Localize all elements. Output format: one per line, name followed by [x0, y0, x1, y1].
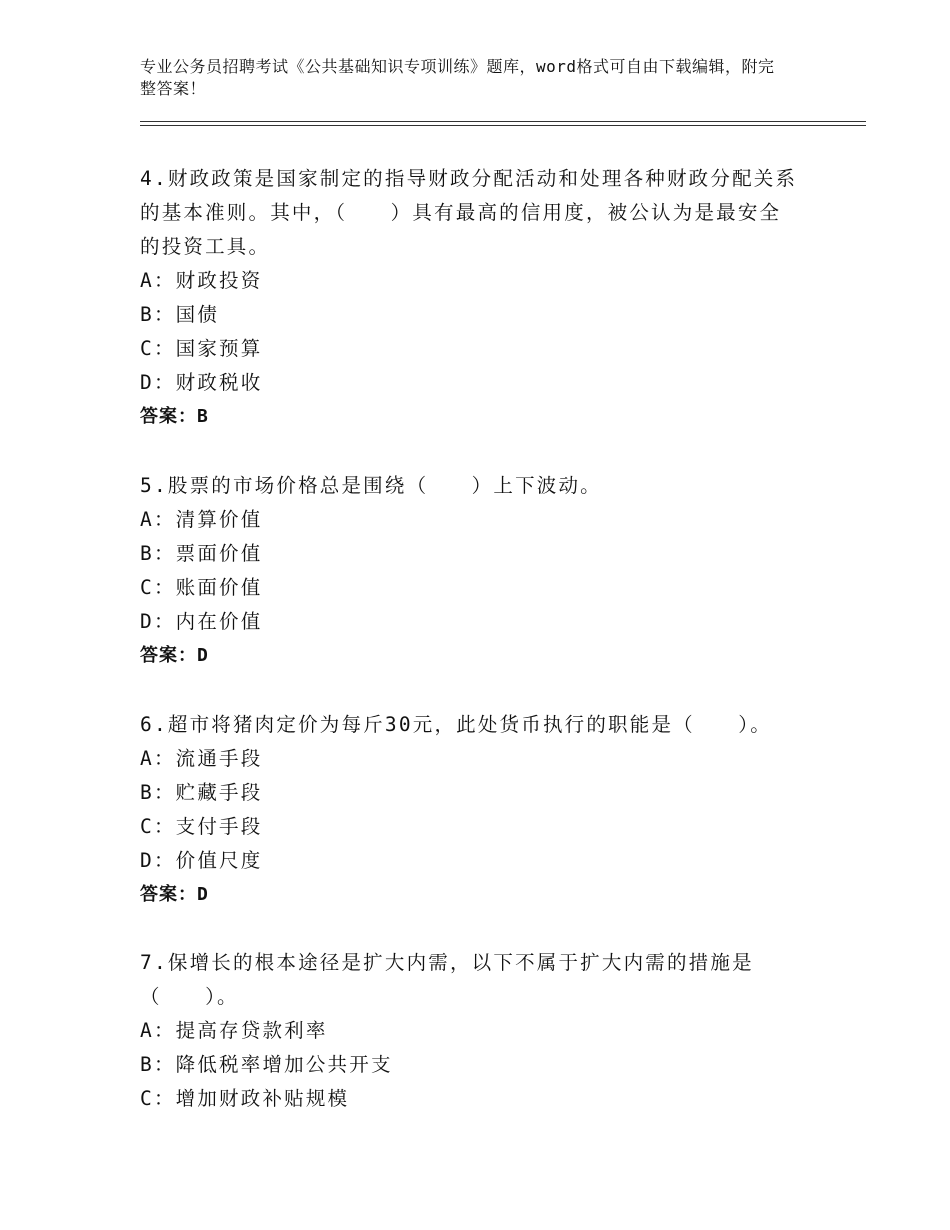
option-b: B：国债 [140, 303, 220, 326]
option-a: A：流通手段 [140, 747, 263, 770]
option-b: B：票面价值 [140, 542, 263, 565]
question-stem: 7.保增长的根本途径是扩大内需，以下不属于扩大内需的措施是（ ）。 [140, 951, 754, 1008]
option-c: C：国家预算 [140, 337, 263, 360]
option-a: A：提高存贷款利率 [140, 1019, 328, 1042]
document-header: 专业公务员招聘考试《公共基础知识专项训练》题库，word格式可自由下载编辑，附完整答案！ [140, 57, 775, 98]
header-divider-top [140, 121, 866, 122]
question-7 [140, 946, 800, 1116]
answer-line: 答案：D [140, 645, 209, 666]
option-c: C：增加财政补贴规模 [140, 1087, 350, 1110]
question-stem: 6.超市将猪肉定价为每斤30元，此处货币执行的职能是（ ）。 [140, 713, 772, 736]
option-d: D：价值尺度 [140, 849, 263, 872]
answer-line: 答案：D [140, 884, 209, 905]
question-stem: 5.股票的市场价格总是围绕（ ）上下波动。 [140, 474, 602, 497]
option-c: C：账面价值 [140, 576, 263, 599]
option-b: B：降低税率增加公共开支 [140, 1053, 393, 1076]
question-6 [140, 708, 800, 912]
question-stem: 4.财政政策是国家制定的指导财政分配活动和处理各种财政分配关系的基本准则。其中，（ ）具有最高的信用度，被公认为是最安全的投资工具。 [140, 167, 798, 258]
answer-line: 答案：B [140, 406, 209, 427]
option-b: B：贮藏手段 [140, 781, 263, 804]
question-5 [140, 469, 800, 673]
option-c: C：支付手段 [140, 815, 263, 838]
header-divider-bottom [140, 125, 866, 126]
option-a: A：清算价值 [140, 508, 263, 531]
option-d: D：财政税收 [140, 371, 263, 394]
option-a: A：财政投资 [140, 269, 263, 292]
option-d: D：内在价值 [140, 610, 263, 633]
question-4 [140, 162, 800, 434]
